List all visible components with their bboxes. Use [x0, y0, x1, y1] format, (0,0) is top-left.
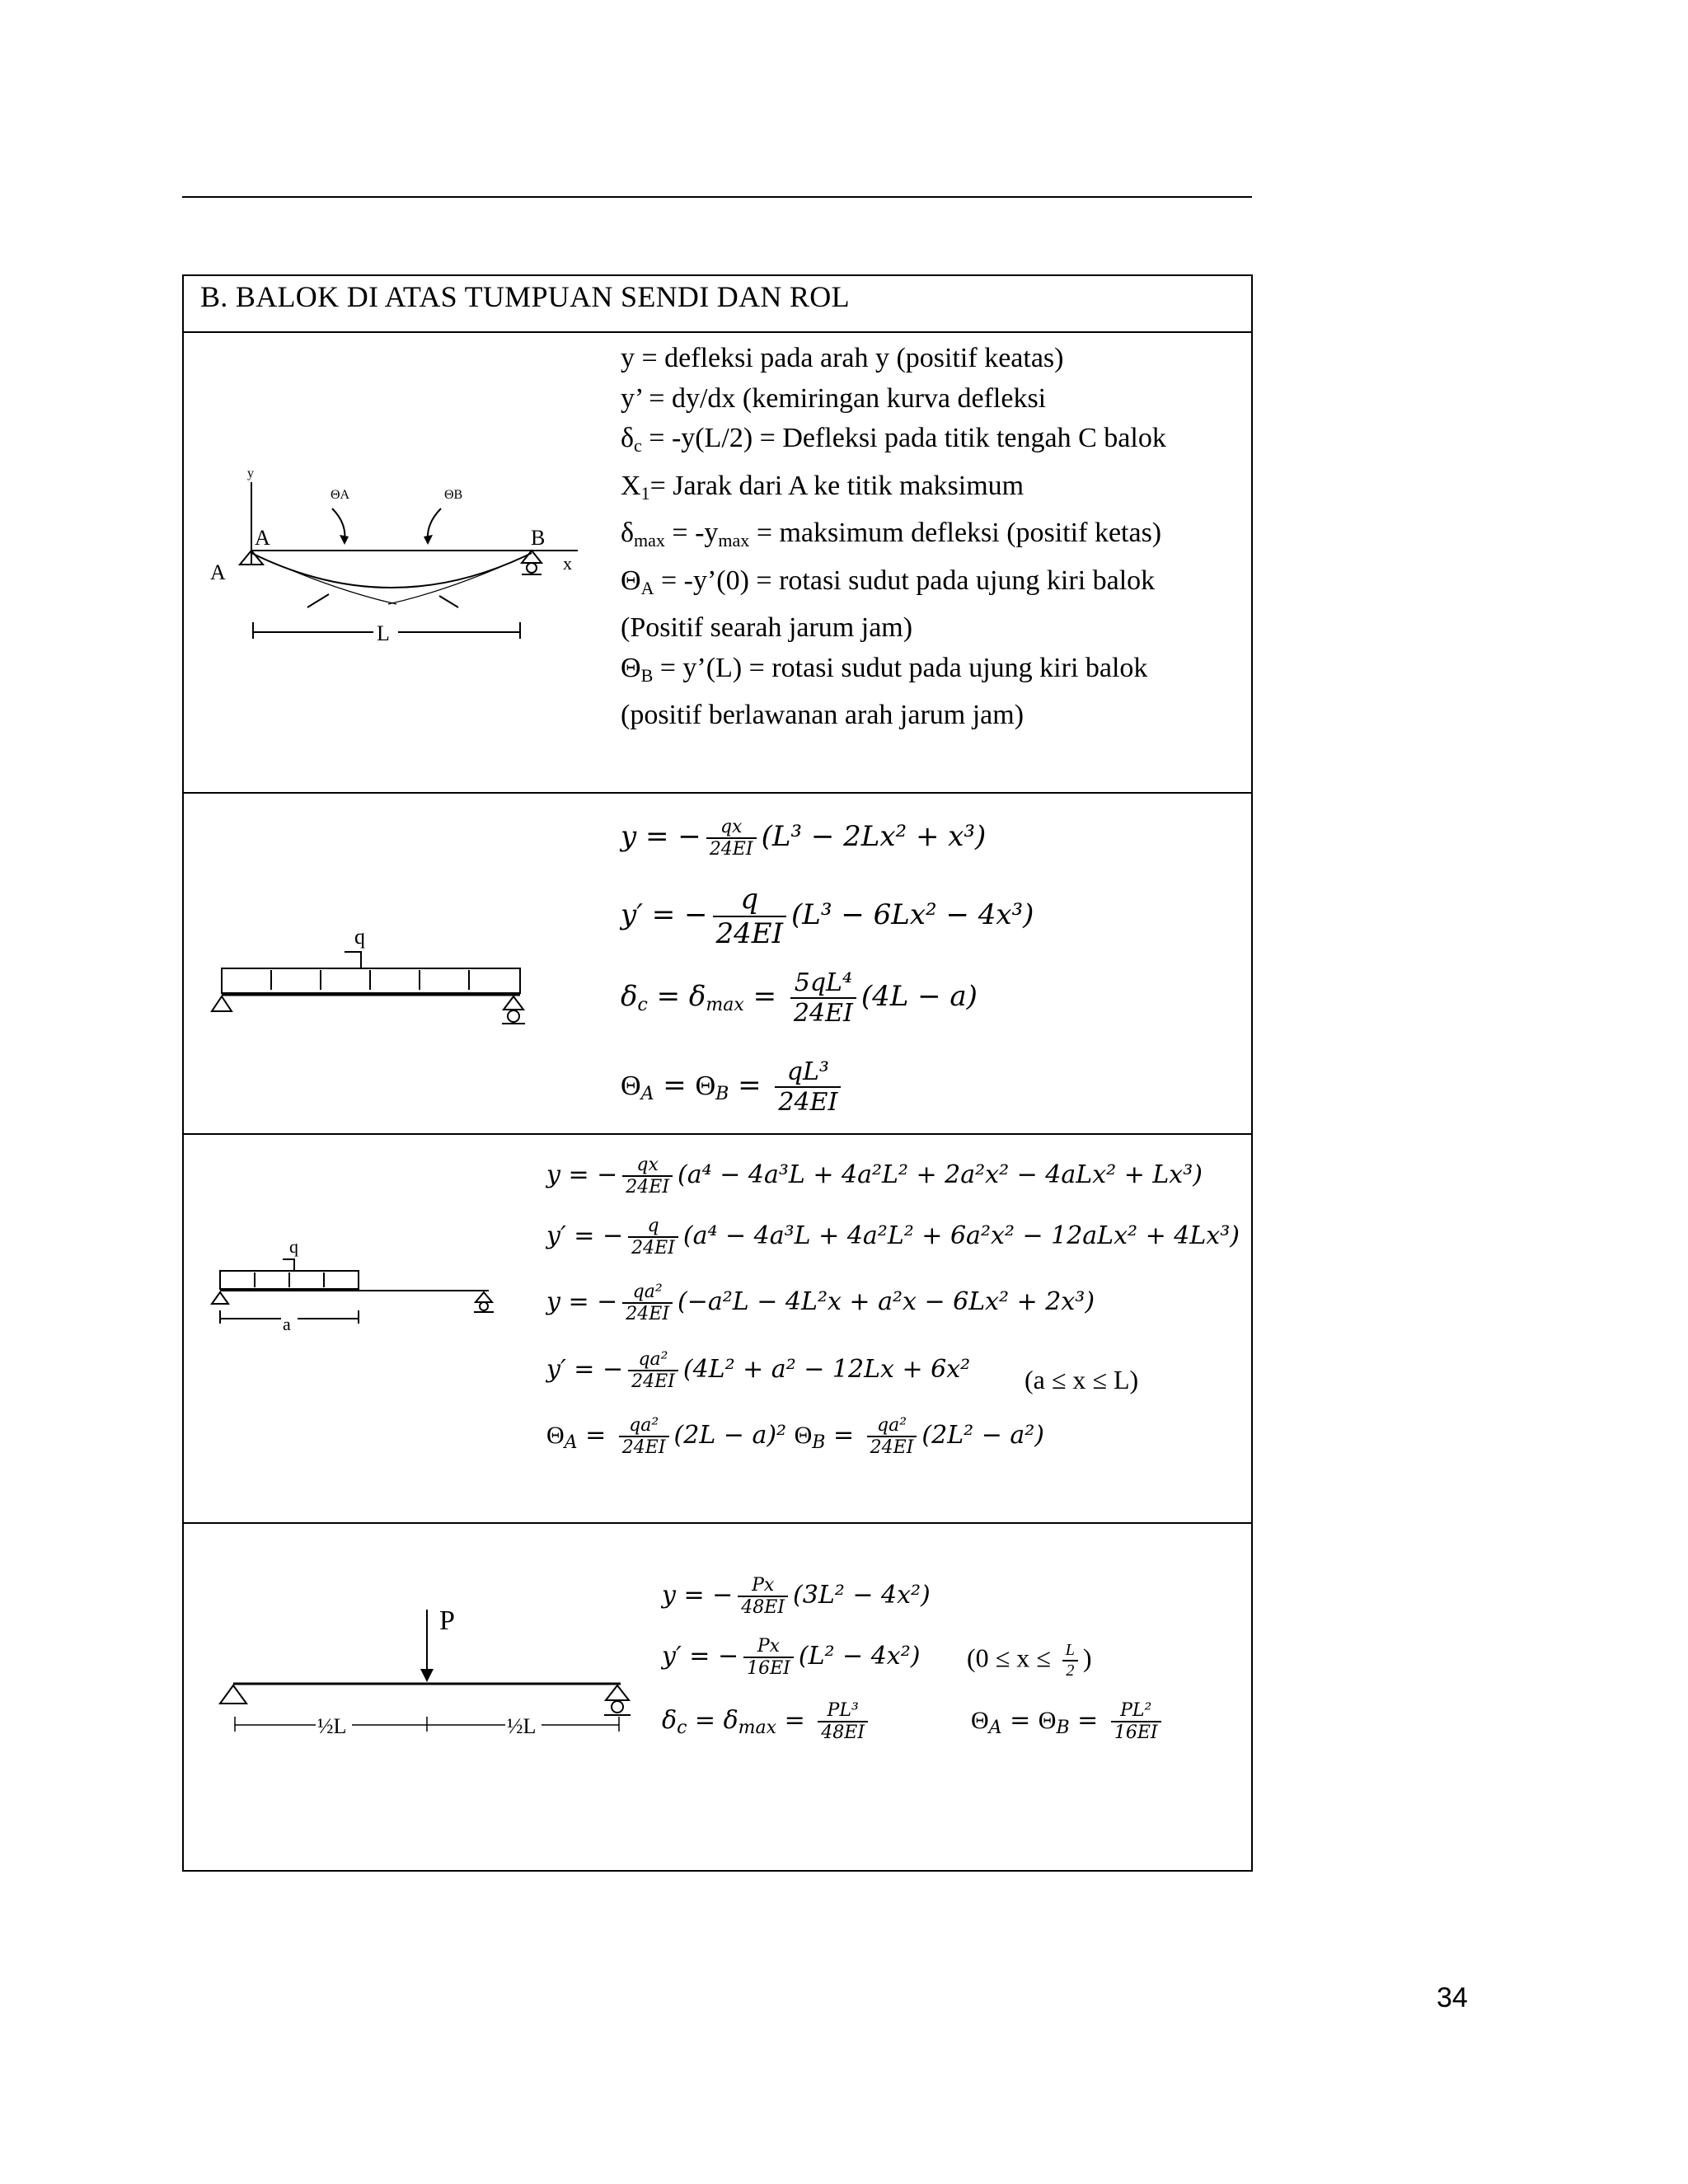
case2-range: (a ≤ x ≤ L)	[1025, 1365, 1139, 1394]
load-q-label: q	[289, 1236, 298, 1257]
roller-support	[476, 1292, 492, 1302]
partial-load-diagram	[209, 1228, 497, 1335]
pin-support	[212, 996, 232, 1011]
case3-eq-yprime: y′ = − $\frac{Px}{16EI}$ (L² − 4x²)	[662, 1636, 921, 1679]
span-label: L	[377, 621, 390, 645]
row-divider	[184, 331, 1251, 333]
case2-eq-y: y = − $\frac{qx}{24EI}$ (a⁴ − 4a³L + 4a²L² + 2a²x² − 4aLx² + Lx³)	[546, 1155, 1203, 1197]
row-divider	[184, 1522, 1251, 1524]
case2-eq-yprime: y′ = − $\frac{q}{24EI}$ (a⁴ − 4a³L + 4a²L² + 6a²x² − 12aLx² + 4Lx³)	[546, 1216, 1240, 1258]
case1-eq-y: y = − $\frac{qx}{24EI}$ (L³ − 2Lx² + x³)	[621, 817, 987, 860]
section-title: B. BALOK DI ATAS TUMPUAN SENDI DAN ROL	[200, 280, 850, 313]
load-q-label: q	[354, 925, 365, 949]
case3-eq-y: y = − $\frac{Px}{48EI}$ (3L² − 4x²)	[662, 1575, 931, 1618]
page-number: 34	[1437, 1982, 1468, 2013]
half-span-label-right: ½L	[507, 1714, 537, 1738]
row-divider	[184, 1133, 1251, 1135]
pin-support	[212, 1292, 228, 1304]
formula-table	[182, 274, 1253, 1872]
def-theta-b-note: (positif berlawanan arah jarum jam)	[621, 700, 1025, 730]
load-p-label: P	[439, 1605, 455, 1636]
point-a-label: A	[255, 526, 270, 550]
theta-b-label: ΘB	[444, 488, 463, 502]
case2-eq-yprime2: y′ = − $\frac{\text{qa²}}{24EI}$ (4L² + a² − 12Lx + 6x²	[546, 1349, 971, 1392]
deflection-diagram	[207, 466, 572, 713]
deflected-curve	[251, 553, 532, 588]
point-a-label-2: A	[210, 560, 226, 584]
roller-support	[606, 1685, 629, 1700]
def-delta-max: $\delta_{max} = -y_{max}$ = maksimum defleksi (positif ketas)	[621, 518, 1162, 551]
definitions	[621, 339, 1166, 736]
def-theta-a: $\Theta_A$ = -y’(0) = rotasi sudut pada ujung kiri balok	[621, 565, 1156, 598]
pin-support	[220, 1685, 246, 1704]
case1-eq-delta: $\delta_c = \delta_{max}$ = $\frac{\text{5qL⁴}}{24EI}$ (4L − a)	[621, 968, 978, 1028]
case2-eq-theta: $\Theta_A$ = $\frac{\text{qa²}}{24EI}$ (2L − a)² $\Theta_B$ = $\frac{\text{qa²}}{24EI}$ (2L² − a²)	[546, 1415, 1044, 1458]
x-axis-label: x	[563, 553, 572, 574]
def-theta-a-note: (Positif searah jarum jam)	[621, 612, 913, 643]
roller-support	[504, 996, 523, 1010]
def-theta-b: $\Theta_B$ = y’(L) = rotasi sudut pada ujung kiri balok	[621, 652, 1148, 686]
point-b-label: B	[531, 526, 546, 550]
header-rule	[182, 196, 1252, 198]
row-divider	[184, 792, 1251, 794]
def-y-prime: y’ = dy/dx (kemiringan kurva defleksi	[621, 382, 1047, 414]
half-span-label-left: ½L	[317, 1714, 347, 1738]
case1-eq-theta: $\Theta_A = \Theta_B$ = $\frac{\text{qL³}}{24EI}$	[621, 1057, 846, 1117]
theta-a-label: ΘA	[331, 488, 350, 502]
case3-eq-theta: $\Theta_A = \Theta_B$ = $\frac{\text{PL²}}{16EI}$	[971, 1700, 1166, 1743]
case2-eq-y2: y = − $\frac{\text{qa²}}{24EI}$ (−a²L − 4L²x + a²x − 6Lx² + 2x³)	[546, 1282, 1095, 1324]
def-x1: $X_1=$ Jarak dari A ke titik maksimum	[621, 470, 1025, 504]
y-axis-label: y	[247, 466, 254, 480]
uniform-load-diagram	[209, 919, 522, 1043]
case3-eq-delta: $\delta_c = \delta_{max}$ = $\frac{\text{PL³}}{48EI}$	[662, 1700, 873, 1743]
def-y: y = defleksi pada arah y (positif keatas)	[621, 343, 1064, 373]
point-load-diagram	[200, 1595, 662, 1743]
case1-eq-yprime: y′ = − $\frac{q}{24EI}$ (L³ − 6Lx² − 4x³)	[621, 883, 1034, 950]
a-label: a	[283, 1314, 291, 1334]
case3-range: (0 ≤ x ≤ $\frac{L}{2}$ )	[967, 1641, 1092, 1680]
def-delta-c: $\delta_c = -y(L/2)$ = Defleksi pada titik tengah C balok	[621, 423, 1166, 456]
